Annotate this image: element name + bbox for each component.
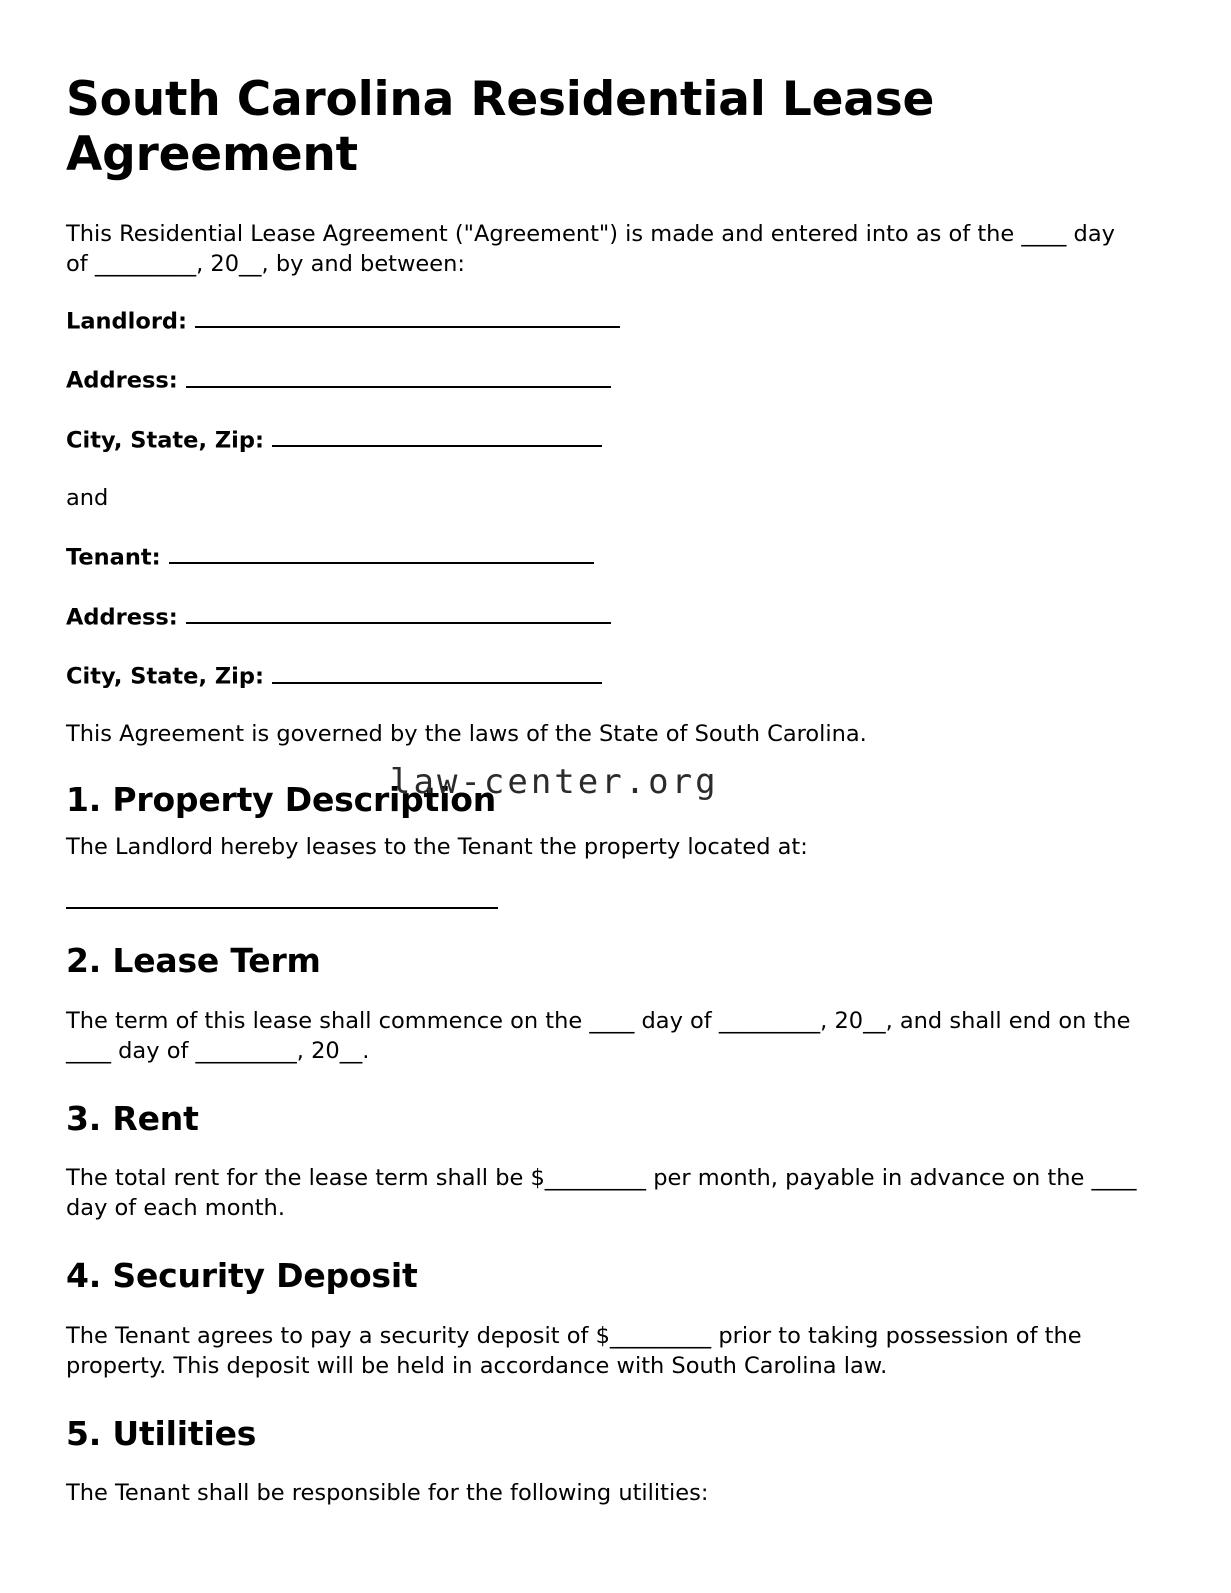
landlord-input-blank[interactable]: [195, 305, 620, 328]
landlord-address-label: Address:: [66, 367, 178, 394]
governing-law-paragraph: This Agreement is governed by the laws of the State of South Carolina.: [66, 720, 867, 747]
landlord-city-state-zip-label: City, State, Zip:: [66, 427, 264, 454]
landlord-label: Landlord:: [66, 308, 188, 335]
page-title: South Carolina Residential Lease Agreement: [66, 72, 935, 182]
tenant-address-input-blank[interactable]: [186, 601, 611, 624]
section-heading-security-deposit: 4. Security Deposit: [66, 1256, 418, 1296]
intro-paragraph: This Residential Lease Agreement ("Agreement") is made and entered into as of the ____ day of _________, 20__, by and between:: [66, 220, 1115, 277]
section-body-utilities: The Tenant shall be responsible for the following utilities:: [66, 1480, 709, 1507]
tenant-input-blank[interactable]: [169, 541, 594, 564]
field-row-landlord-address: [66, 364, 1139, 396]
section-body-property-description: The Landlord hereby leases to the Tenant the property located at:: [66, 834, 808, 861]
property-address-input-blank[interactable]: [66, 907, 498, 909]
field-row-landlord-city-state-zip: [66, 424, 1139, 456]
tenant-city-state-zip-label: City, State, Zip:: [66, 663, 264, 690]
tenant-city-state-zip-input-blank[interactable]: [272, 660, 602, 683]
field-row-tenant-city-state-zip: [66, 660, 1139, 692]
section-body-lease-term: The term of this lease shall commence on the ____ day of _________, 20__, and shall end on the ____ day of _________, 20__.: [66, 1007, 1131, 1064]
field-row-landlord: [66, 305, 1139, 337]
landlord-city-state-zip-input-blank[interactable]: [272, 424, 602, 447]
section-heading-utilities: 5. Utilities: [66, 1413, 257, 1453]
field-row-tenant: [66, 541, 1139, 573]
landlord-address-input-blank[interactable]: [186, 364, 611, 387]
section-heading-lease-term: 2. Lease Term: [66, 941, 321, 981]
section-heading-property-description: 1. Property Description: [66, 779, 497, 819]
section-body-rent: The total rent for the lease term shall be $_________ per month, payable in advance on the ____ day of each month.: [66, 1165, 1137, 1222]
watermark-law-center-org: law-center.org: [390, 762, 719, 802]
tenant-label: Tenant:: [66, 544, 161, 571]
section-body-security-deposit: The Tenant agrees to pay a security deposit of $_________ prior to taking possession of the property. This deposit will be held in accordance with South Carolina law.: [66, 1322, 1082, 1379]
conjunction-and: and: [66, 484, 109, 511]
tenant-address-label: Address:: [66, 603, 178, 630]
section-heading-rent: 3. Rent: [66, 1098, 199, 1138]
field-row-tenant-address: [66, 601, 1139, 633]
